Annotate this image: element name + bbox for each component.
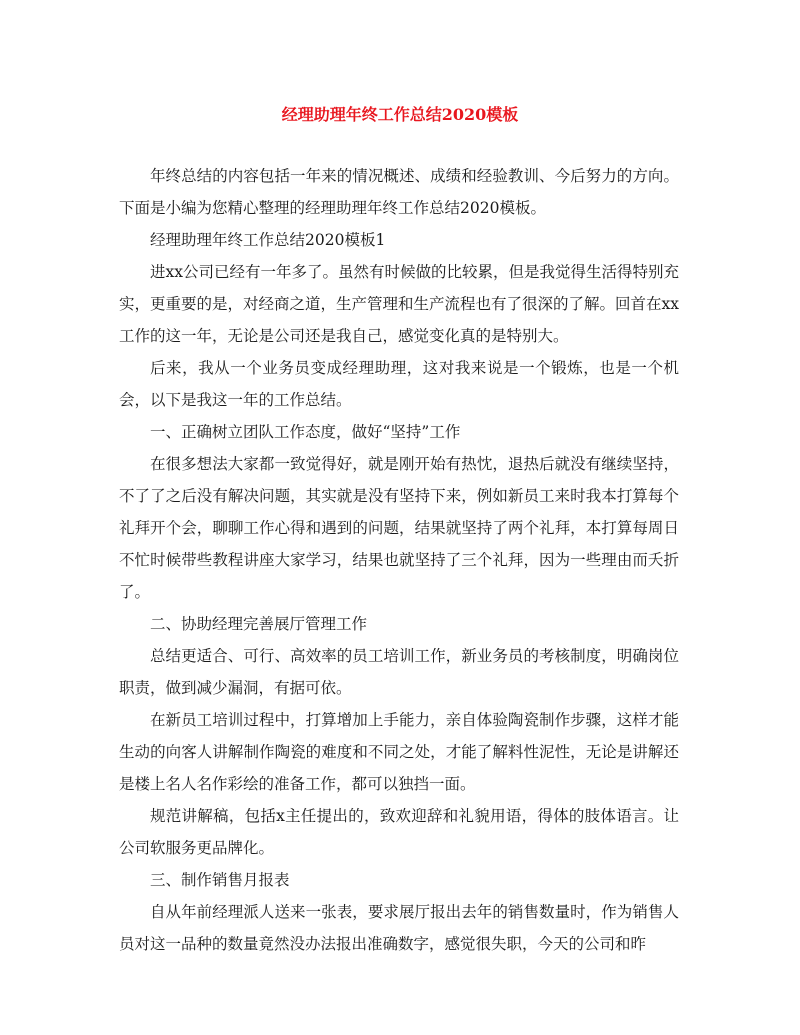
paragraph-sales-report: 自从年前经理派人送来一张表，要求展厅报出去年的销售数量时，作为销售人员对这一品种的数量竟然没办法报出准确数字，感觉很失职，今天的公司和昨 xyxy=(119,903,679,953)
section-heading-1: 一、正确树立团队工作态度，做好“坚持”工作 xyxy=(150,423,461,441)
paragraph-persistence: 在很多想法大家都一致觉得好，就是刚开始有热忱，退热后就没有继续坚持，不了了之后没有解决问题，其实就是没有坚持下来，例如新员工来时我本打算每个礼拜开个会，聊聊工作心得和遇到的问题，结果就坚持了两个礼拜，本打算每周日不忙时候带些教程讲座大家学习，结果也就坚持了三个礼拜，因为一些理由而夭折了。 xyxy=(119,455,679,601)
section-heading-template-1: 经理助理年终工作总结2020模板1 xyxy=(150,231,386,249)
paragraph-script-standard: 规范讲解稿，包括x主任提出的，致欢迎辞和礼貌用语，得体的肢体语言。让公司软服务更品牌化。 xyxy=(119,807,679,857)
paragraph-first-year: 进xx公司已经有一年多了。虽然有时候做的比较累，但是我觉得生活得特别充实，更重要的是，对经商之道，生产管理和生产流程也有了很深的了解。回首在xx工作的这一年，无论是公司还是我自己，感觉变化真的是特别大。 xyxy=(119,263,679,345)
paragraph-intro: 年终总结的内容包括一年来的情况概述、成绩和经验教训、今后努力的方向。下面是小编为您精心整理的经理助理年终工作总结2020模板。 xyxy=(119,167,679,217)
document-body xyxy=(119,160,679,960)
document-title: 经理助理年终工作总结2020模板 xyxy=(281,105,519,124)
paragraph-role-change: 后来，我从一个业务员变成经理助理，这对我来说是一个锻炼，也是一个机会，以下是我这一年的工作总结。 xyxy=(119,359,679,409)
section-heading-3: 三、制作销售月报表 xyxy=(150,871,290,889)
paragraph-training-summary: 总结更适合、可行、高效率的员工培训工作，新业务员的考核制度，明确岗位职责，做到减少漏洞，有据可依。 xyxy=(119,647,679,697)
section-heading-2: 二、协助经理完善展厅管理工作 xyxy=(150,615,368,633)
paragraph-new-staff-training: 在新员工培训过程中，打算增加上手能力，亲自体验陶瓷制作步骤，这样才能生动的向客人讲解制作陶瓷的难度和不同之处，才能了解料性泥性，无论是讲解还是楼上名人名作彩绘的准备工作，都可以独挡一面。 xyxy=(119,711,679,793)
